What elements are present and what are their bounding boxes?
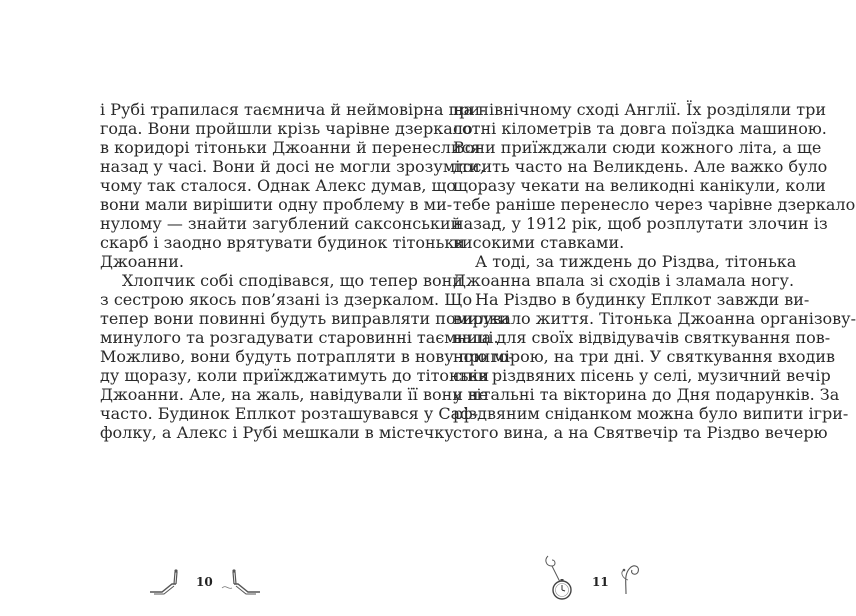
text-line: Джоанна впала зі сходів і зламала ногу.	[453, 271, 795, 290]
text-line: часто. Будинок Еплкот розташувався у Саф-	[100, 404, 479, 423]
text-line: різдвяним сніданком можна було випити ігри-	[453, 404, 849, 423]
text-line: вирувало життя. Тітонька Джоанна організову-	[453, 309, 856, 328]
text-line: у вітальні та вікторина до Дня подарунків. За	[453, 385, 840, 404]
right-page-footer	[540, 560, 650, 600]
vine-ornament-icon	[616, 556, 646, 596]
text-line: з сестрою якось пов’язані із дзеркалом. Що	[100, 290, 473, 309]
text-line: тепер вони повинні будуть виправляти помилки	[100, 309, 510, 328]
text-line: вони мали вирішити одну проблему в ми-	[100, 195, 453, 214]
text-line: фолку, а Алекс і Рубі мешкали в містечку	[100, 423, 454, 442]
page-number-left: 10	[196, 575, 213, 589]
text-line: в коридорі тітоньки Джоанни й перенеслися	[100, 138, 481, 157]
text-line: года. Вони пройшли крізь чарівне дзеркало	[100, 119, 473, 138]
text-line: минулого та розгадувати старовинні таємниці.	[100, 328, 499, 347]
text-line: ду щоразу, коли приїжджатимуть до тітоньки	[100, 366, 490, 385]
text-line: щоразу чекати на великодні канікули, коли	[453, 176, 826, 195]
text-line: Джоанни.	[100, 252, 184, 271]
text-line: сотні кілометрів та довга поїздка машиною.	[453, 119, 827, 138]
text-line: На Різдво в будинку Еплкот завжди ви-	[475, 290, 810, 309]
text-line: Можливо, вони будуть потрапляти в нову приго-	[100, 347, 514, 366]
text-line: тебе раніше перенесло через чарівне дзеркало	[453, 195, 856, 214]
left-page-text	[100, 100, 514, 442]
pocket-watch-icon	[540, 554, 584, 600]
text-line: скарб і заодно врятувати будинок тітоньки	[100, 233, 465, 252]
bench-ornament-right-icon	[218, 568, 262, 596]
text-line: чому так сталося. Однак Алекс думав, що	[100, 176, 456, 195]
text-line: і Рубі трапилася таємнича й неймовірна при-	[100, 100, 486, 119]
text-line: стого вина, а на Святвечір та Різдво вечерю	[453, 423, 828, 442]
text-line: на північному сході Англії. Їх розділяли три	[453, 100, 827, 119]
text-line: назад у часі. Вони й досі не могли зрозуміти,	[100, 157, 485, 176]
text-line: назад, у 1912 рік, щоб розплутати злочин із	[453, 214, 828, 233]
right-page-text	[453, 100, 856, 442]
text-line: ною мірою, на три дні. У святкування входив	[453, 347, 836, 366]
text-line: нулому — знайти загублений саксонський	[100, 214, 462, 233]
text-line: А тоді, за тиждень до Різдва, тітонька	[475, 252, 797, 271]
text-line: досить часто на Великдень. Але важко було	[453, 157, 828, 176]
page-number-right: 11	[592, 575, 609, 589]
text-line: Вони приїжджали сюди кожного літа, а ще	[453, 138, 822, 157]
text-line: вала для своїх відвідувачів святкування пов-	[453, 328, 831, 347]
bench-ornament-left-icon	[148, 568, 188, 596]
left-page-footer	[148, 560, 268, 600]
text-line: спів різдвяних пісень у селі, музичний вечір	[453, 366, 831, 385]
text-line: високими ставками.	[453, 233, 625, 252]
text-line: Хлопчик собі сподівався, що тепер вони	[122, 271, 463, 290]
text-line: Джоанни. Але, на жаль, навідували її вони не	[100, 385, 489, 404]
